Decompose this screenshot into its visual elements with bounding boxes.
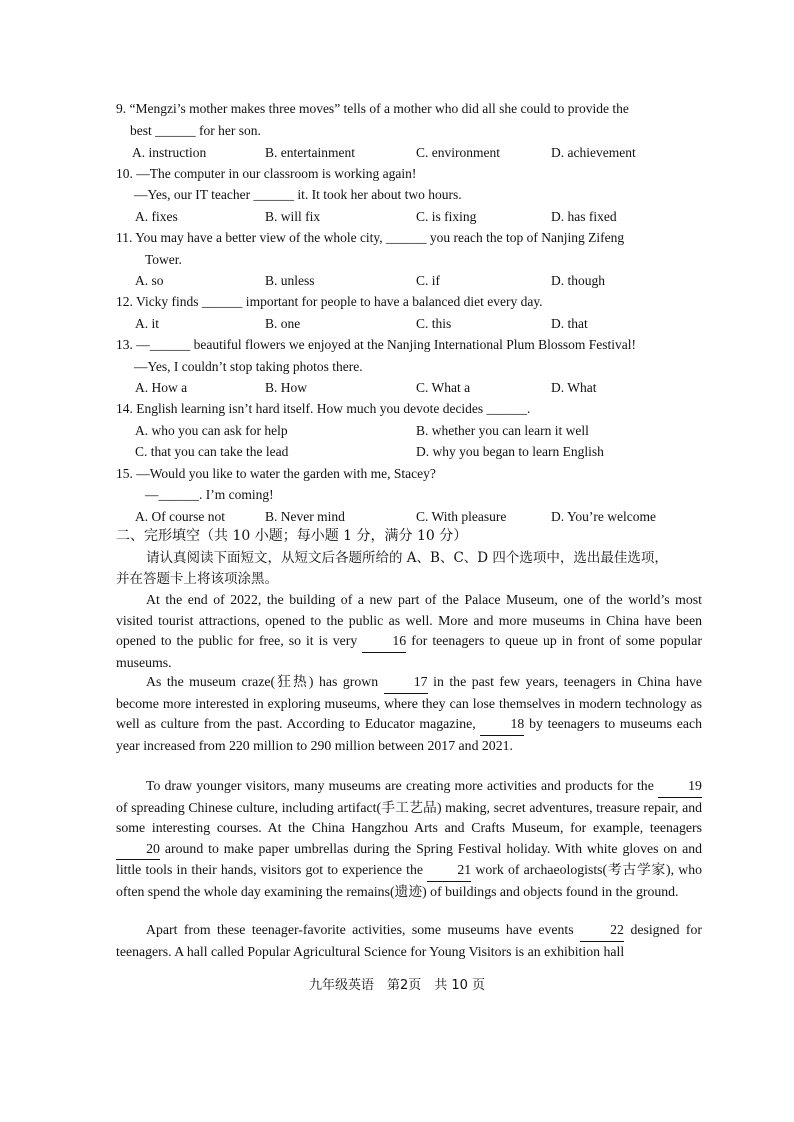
passage-paragraph-1: At the end of 2022, the building of a new part of the Palace Museum, one of the world’s most visited tourist attractions, opened to the public as well. More and more museums in China have been opened to the public for free, so it is very 16 for teenagers to queue up in front of some popular museums. — [116, 592, 703, 670]
question-10-option-c: C. is fixing — [416, 209, 477, 224]
question-9-option-b: B. entertainment — [265, 145, 355, 160]
question-13-option-d: D. What — [551, 380, 597, 395]
question-9-option-a: A. instruction — [132, 145, 207, 160]
question-15-option-d: D. You’re welcome — [551, 509, 656, 524]
question-9-stem: 9. “Mengzi’s mother makes three moves” tells of a mother who did all she could to provide the — [116, 101, 629, 116]
question-11-option-a: A. so — [135, 273, 164, 288]
question-11-option-c: C. if — [416, 273, 441, 288]
question-14-option-c: C. that you can take the lead — [135, 444, 289, 459]
question-14-option-b: B. whether you can learn it well — [416, 423, 589, 438]
question-9-stem-cont: best ______ for her son. — [130, 123, 261, 138]
blank-19: 19 — [658, 776, 702, 798]
question-12-option-b: B. one — [265, 316, 301, 331]
question-15-option-b: B. Never mind — [265, 509, 345, 524]
passage-paragraph-2: As the museum craze(狂热) has grown 17 in the past few years, teenagers in China have become more interested in exploring museums, where they can lose themselves in modern technology as well as culture from the past. According to Educator magazine, 18 by teenagers to museums each year increased from 220 million to 290 million between 2017 and 2021. — [116, 674, 702, 753]
question-9-option-c: C. environment — [416, 145, 500, 160]
question-12-option-d: D. that — [551, 316, 588, 331]
passage-paragraph-4: Apart from these teenager-favorite activities, some museums have events 22 designed for teenagers. A hall called Popular Agricultural Science for Young Visitors is an exhibition hall — [116, 922, 702, 959]
blank-22: 22 — [580, 920, 624, 942]
question-10-option-a: A. fixes — [135, 209, 178, 224]
passage-paragraph-3: To draw younger visitors, many museums are creating more activities and products for the 19 of spreading Chinese culture, including artifact(手工艺品) making, secret adventures, treasure repair, and some interesting courses. At the China Hangzhou Arts and Crafts Museum, for example, teenagers 20 around to make paper umbrellas during the Spring Festival holiday. With white gloves on and little tools in their hands, visitors got to experience the 21 work of archaeologists(考古学家), who often spend the whole day examining the remains(遗迹) of buildings and objects found in the ground. — [116, 778, 702, 899]
question-10-stem-cont: —Yes, our IT teacher ______ it. It took her about two hours. — [134, 187, 462, 202]
question-12-stem: 12. Vicky finds ______ important for people to have a balanced diet every day. — [116, 294, 543, 309]
question-11-stem-cont: Tower. — [145, 252, 182, 267]
blank-20: 20 — [116, 839, 160, 861]
question-9-option-d: D. achievement — [551, 145, 636, 160]
question-15-option-c: C. With pleasure — [416, 509, 507, 524]
question-11-stem: 11. You may have a better view of the whole city, ______ you reach the top of Nanjing Zifeng — [116, 230, 625, 245]
question-10-stem: 10. —The computer in our classroom is working again! — [116, 166, 417, 181]
question-13-option-b: B. How — [265, 380, 308, 395]
question-10-option-d: D. has fixed — [551, 209, 617, 224]
section-instruction: 请认真阅读下面短文，从短文后各题所给的 A、B、C、D 四个选项中，选出最佳选项， — [146, 550, 668, 566]
question-13-option-a: A. How a — [135, 380, 188, 395]
blank-16: 16 — [362, 631, 406, 653]
question-10-option-b: B. will fix — [265, 209, 321, 224]
question-15-stem: 15. —Would you like to water the garden with me, Stacey? — [116, 466, 436, 481]
question-15-stem-cont: —______. I’m coming! — [145, 487, 274, 502]
question-11-option-d: D. though — [551, 273, 605, 288]
blank-17: 17 — [384, 672, 428, 694]
question-13-stem-cont: —Yes, I couldn’t stop taking photos there. — [134, 359, 363, 374]
question-11-option-b: B. unless — [265, 273, 315, 288]
question-14-stem: 14. English learning isn’t hard itself. How much you devote decides ______. — [116, 401, 531, 416]
question-14-option-d: D. why you began to learn English — [416, 444, 604, 459]
question-13-option-c: C. What a — [416, 380, 471, 395]
page-footer: 九年级英语 第2页 共 10 页 — [308, 978, 486, 993]
question-12-option-a: A. it — [135, 316, 160, 331]
section-instruction-cont: 并在答题卡上将该项涂黑。 — [116, 571, 278, 587]
question-12-option-c: C. this — [416, 316, 452, 331]
question-14-option-a: A. who you can ask for help — [135, 423, 288, 438]
section-title: 二、完形填空（共 10 小题；每小题 1 分，满分 10 分） — [116, 528, 468, 544]
question-15-option-a: A. Of course not — [135, 509, 225, 524]
question-13-stem: 13. —______ beautiful flowers we enjoyed at the Nanjing International Plum Blossom Festival! — [116, 337, 637, 352]
blank-18: 18 — [480, 714, 524, 736]
blank-21: 21 — [427, 860, 471, 882]
